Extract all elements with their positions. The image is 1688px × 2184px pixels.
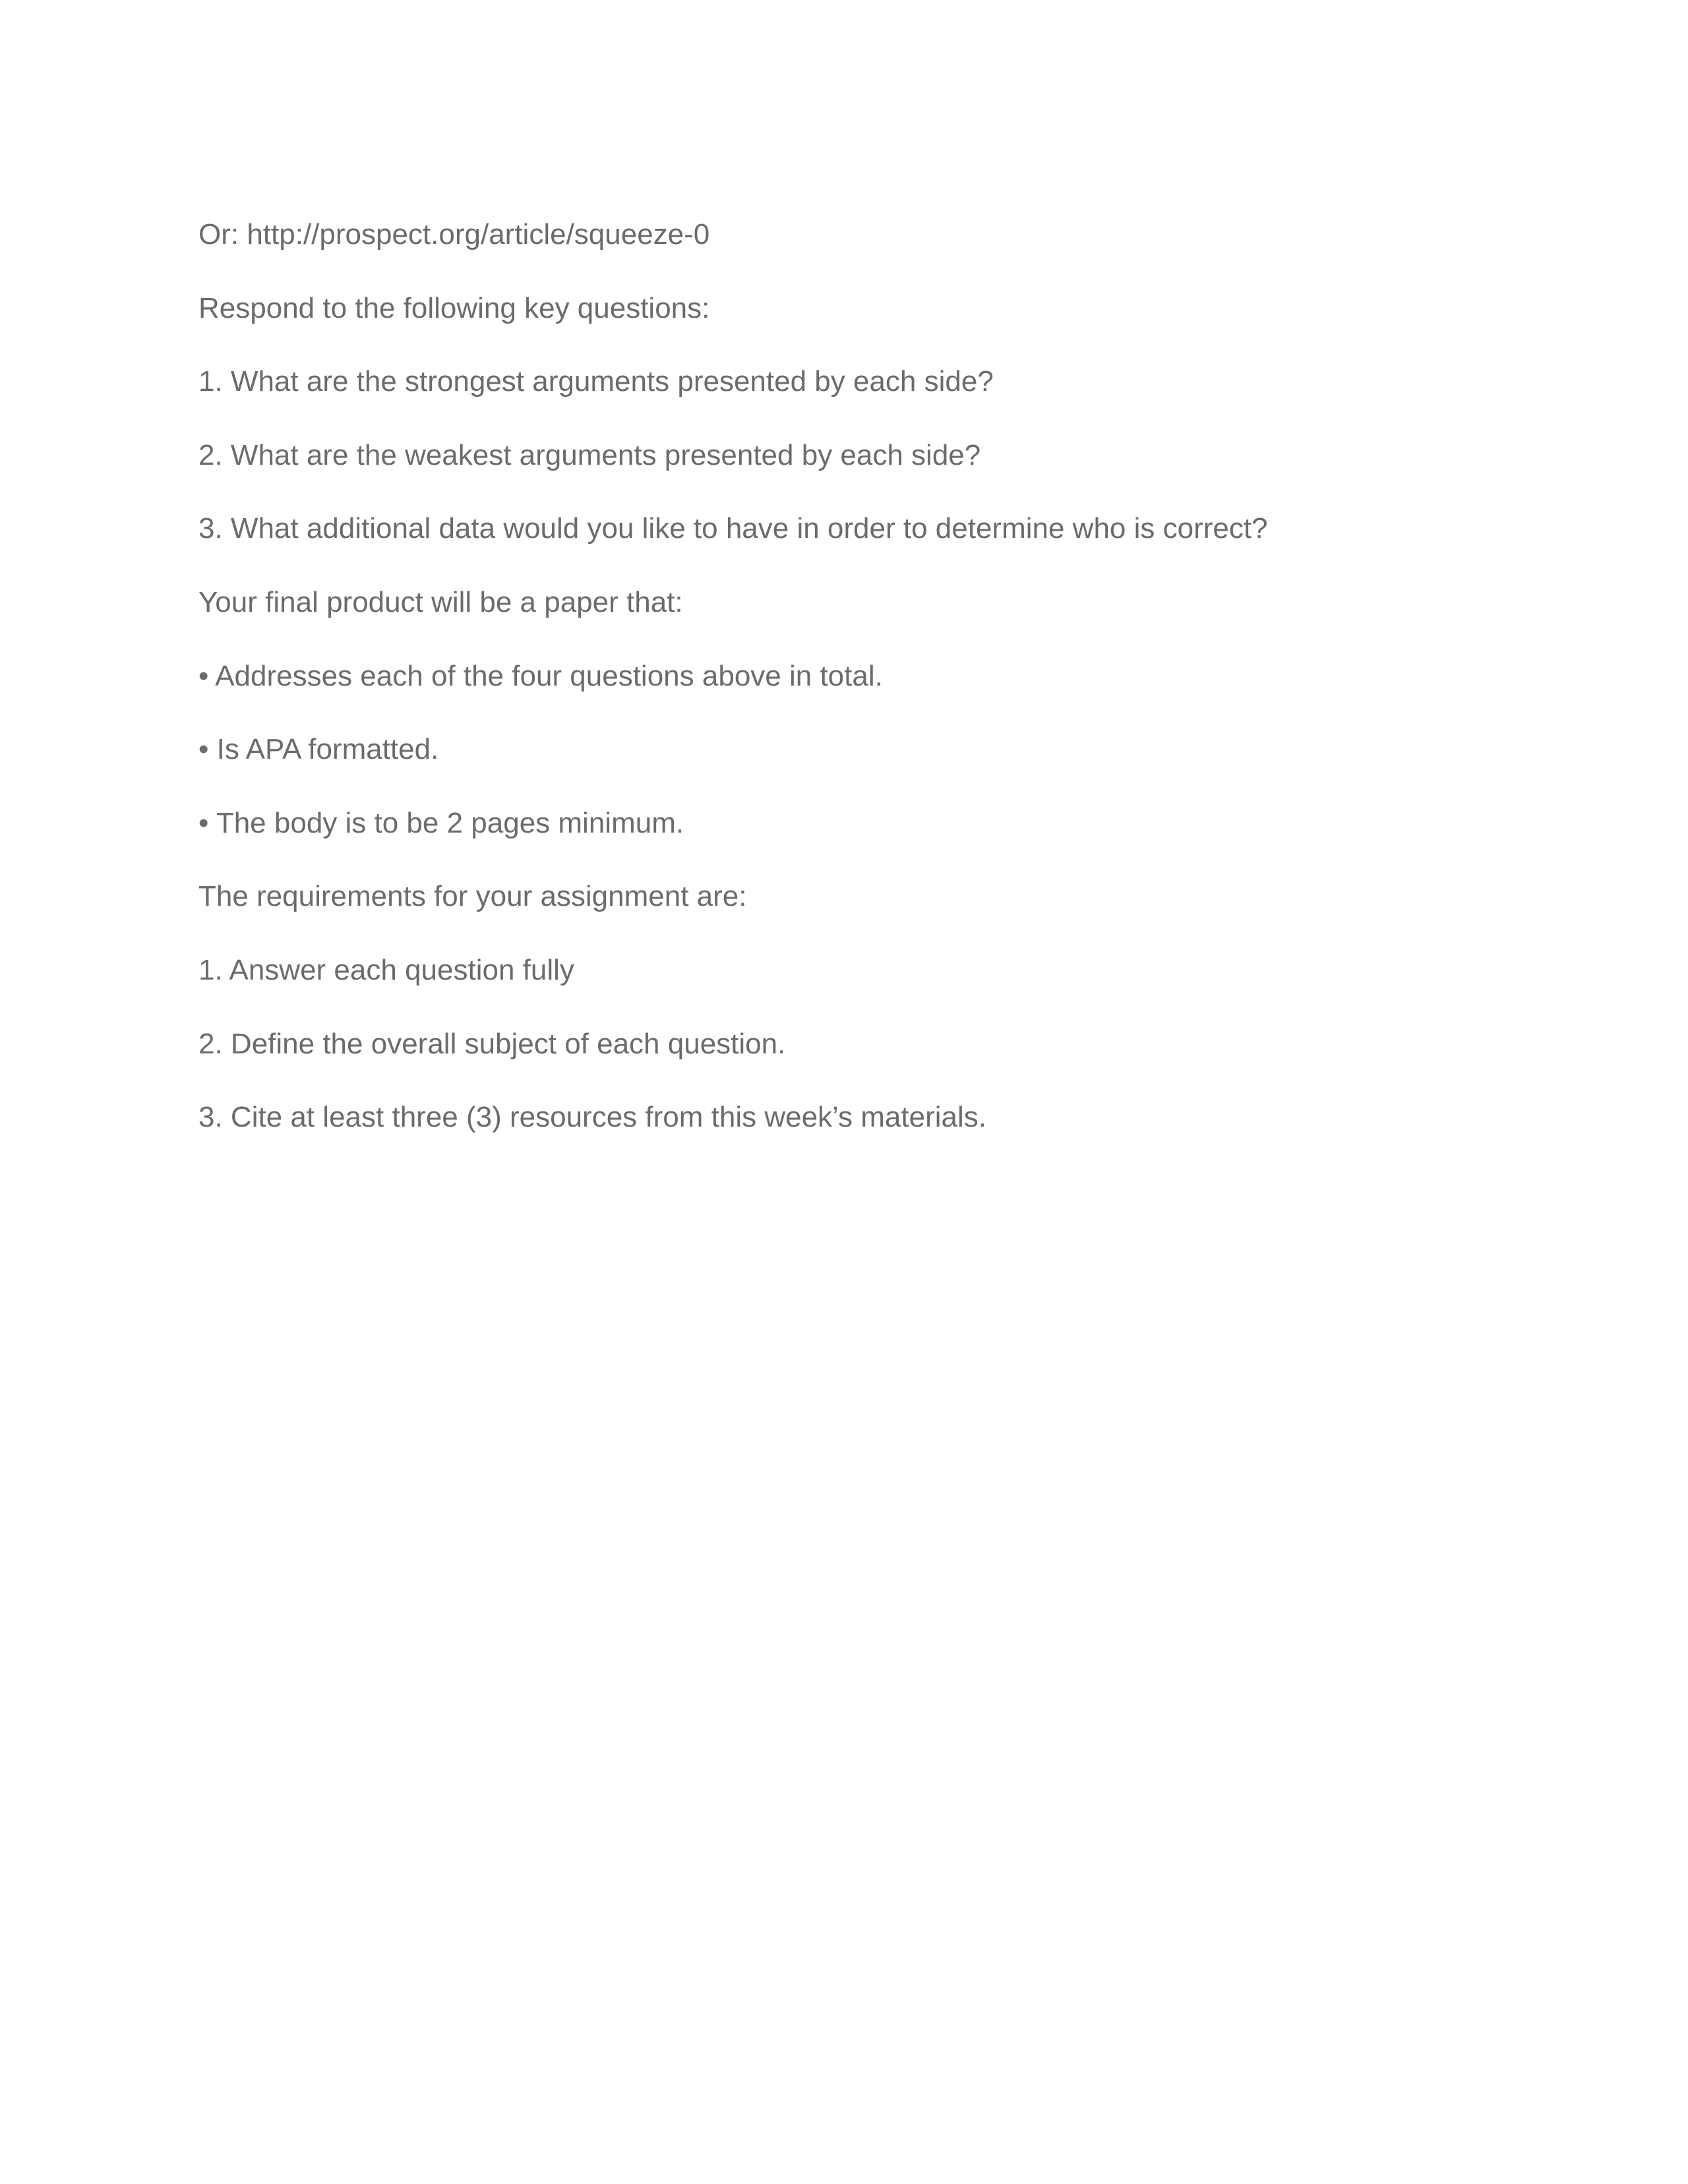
document-body [198,218,1517,1174]
bullet-item: • Is APA formatted. [198,733,439,766]
requirement-item: 3. Cite at least three (3) resources from this week’s materials. [198,1101,986,1134]
bullet-item: • Addresses each of the four questions above in total. [198,659,883,692]
key-questions-intro: Respond to the following key questions: [198,291,710,324]
requirements-intro: The requirements for your assignment are: [198,880,747,913]
final-product-intro: Your final product will be a paper that: [198,585,683,618]
requirement-item: 1. Answer each question fully [198,953,574,986]
question-item: 2. What are the weakest arguments presented by each side? [198,438,981,471]
source-link-line: Or: http://prospect.org/article/squeeze-0 [198,218,710,251]
question-item: 3. What additional data would you like to have in order to determine who is correct? [198,512,1268,545]
question-item: 1. What are the strongest arguments presented by each side? [198,365,994,398]
bullet-item: • The body is to be 2 pages minimum. [198,806,684,839]
requirement-item: 2. Define the overall subject of each question. [198,1027,786,1060]
